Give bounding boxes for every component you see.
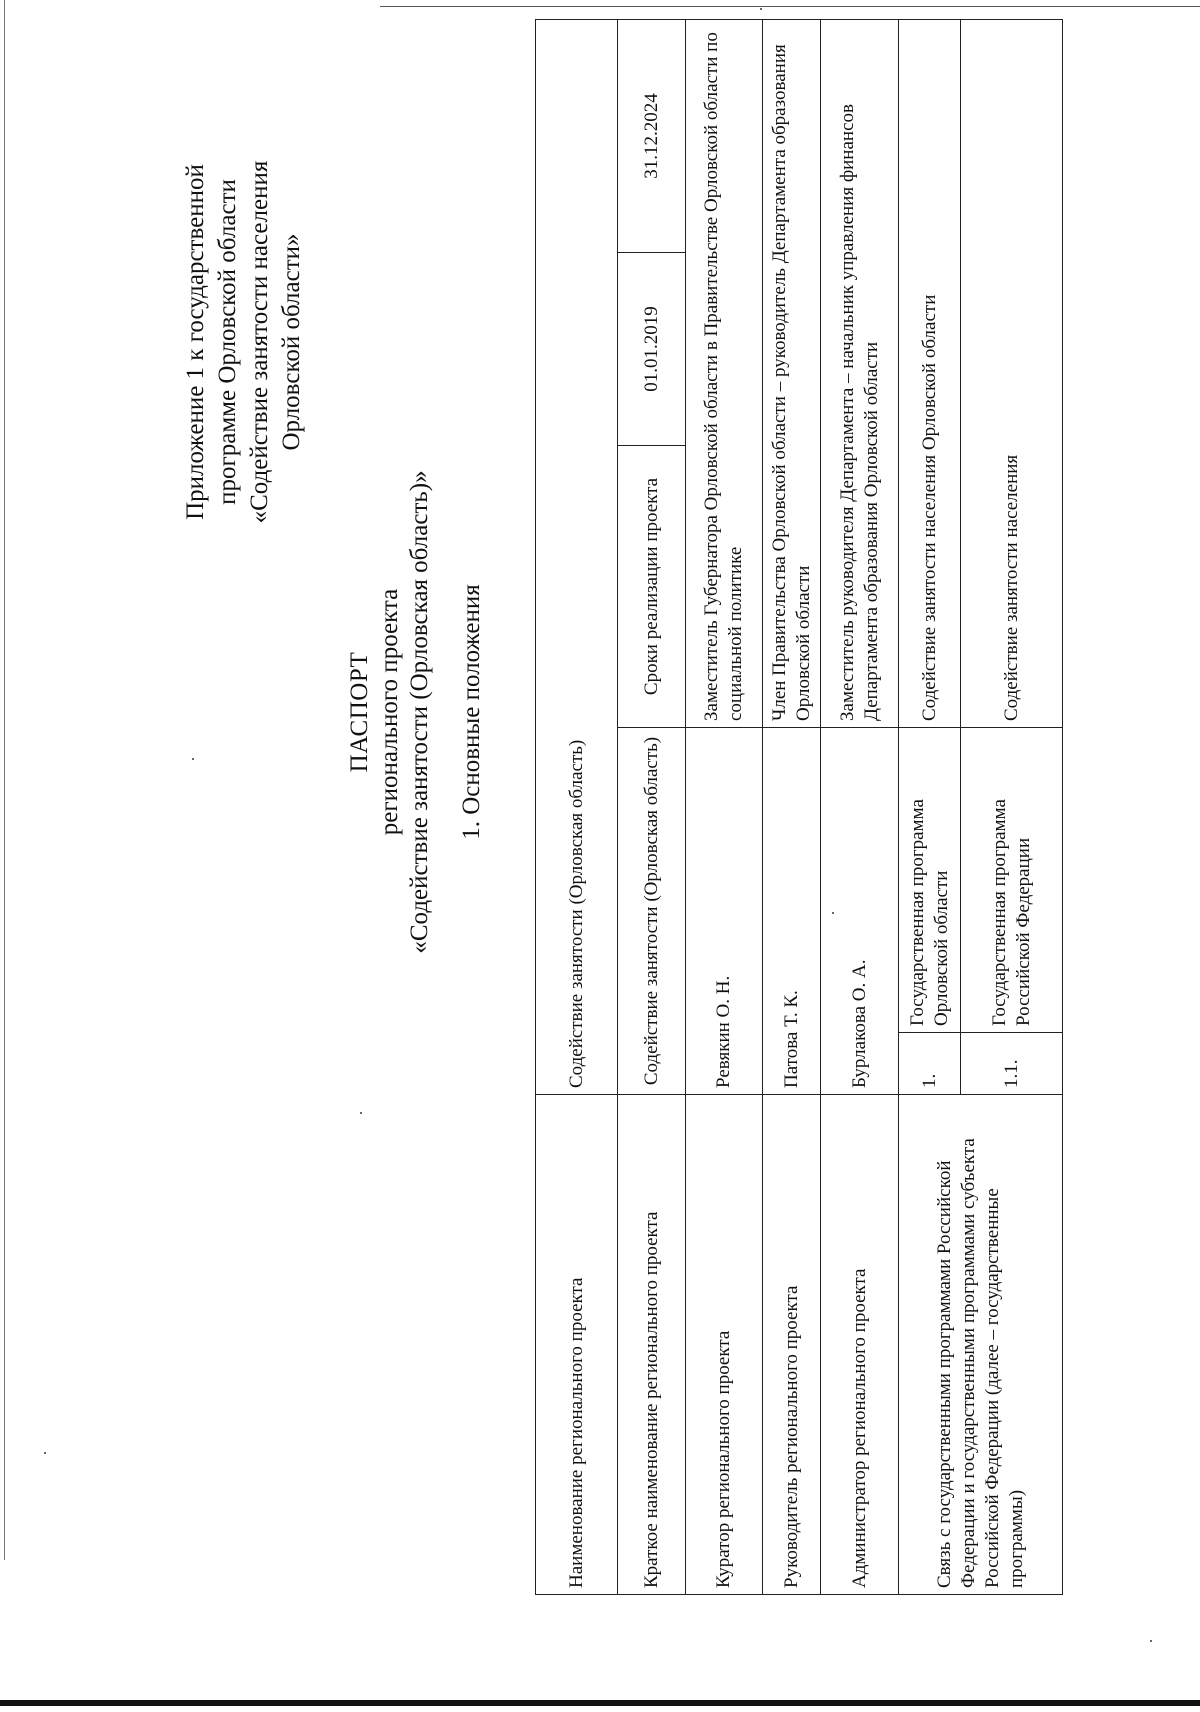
program-number: 1.1. (961, 1033, 1063, 1095)
admin-position: Заместитель руководителя Департамента – начальник управления финансов Департамента образования Орловской области (821, 19, 899, 727)
head-person: Патова Т. К. (763, 728, 821, 1095)
subprogram-name: Содействие занятости населения Орловской области (899, 19, 961, 727)
row-label-short-name: Краткое наименование регионального проекта (618, 1095, 686, 1595)
table-row (618, 19, 686, 1594)
end-date: 31.12.2024 (618, 19, 686, 252)
curator-position: Заместитель Губернатора Орловской области в Правительстве Орловской области по социальной политике (686, 19, 763, 727)
row-value-name: Содействие занятости (Орловская область) (536, 19, 618, 1094)
table-row (763, 19, 821, 1594)
table-row (536, 19, 618, 1594)
admin-person: Бурлакова О. А. (821, 728, 899, 1095)
row-label-admin: Администратор регионального проекта (821, 1095, 899, 1595)
project-name: «Содействие занятости (Орловская область)» (406, 470, 433, 954)
program-number: 1. (899, 1033, 961, 1095)
table-row (686, 19, 763, 1594)
start-date: 01.01.2019 (618, 253, 686, 446)
table-row (821, 19, 899, 1594)
passport-title-block (345, 412, 487, 1012)
passport-heading: ПАСПОРТ (346, 651, 373, 773)
table-row (899, 19, 961, 1594)
program-name: Государственная программа Орловской области (899, 728, 961, 1033)
period-label: Сроки реализации проекта (618, 446, 686, 728)
row-label-curator: Куратор регионального проекта (686, 1095, 763, 1595)
head-position: Член Правительства Орловской области – руководитель Департамента образования Орловской области (763, 19, 821, 727)
annex-line: Приложение 1 к государственной (182, 164, 209, 520)
subprogram-name: Содействие занятости населения (961, 19, 1063, 727)
row-label-name: Наименование регионального проекта (536, 1095, 618, 1595)
passport-subtitle: регионального проекта (376, 588, 403, 836)
row-label-link: Связь с государственными программами Российской Федерации и государственными программами субъекта Российской Федерации (далее – государственные программы) (899, 1095, 1063, 1595)
row-value-short-name: Содействие занятости (Орловская область) (618, 728, 686, 1095)
annex-line: «Содействие занятости населения (246, 160, 273, 524)
annex-header (180, 82, 308, 602)
passport-table (535, 19, 1063, 1595)
annex-line: программе Орловской области (214, 179, 241, 505)
annex-line: Орловской области» (278, 233, 305, 451)
curator-person: Ревякин О. Н. (686, 728, 763, 1095)
row-label-head: Руководитель регионального проекта (763, 1095, 821, 1595)
section-heading: 1. Основные положения (458, 584, 485, 840)
program-name: Государственная программа Российской Федерации (961, 728, 1063, 1033)
